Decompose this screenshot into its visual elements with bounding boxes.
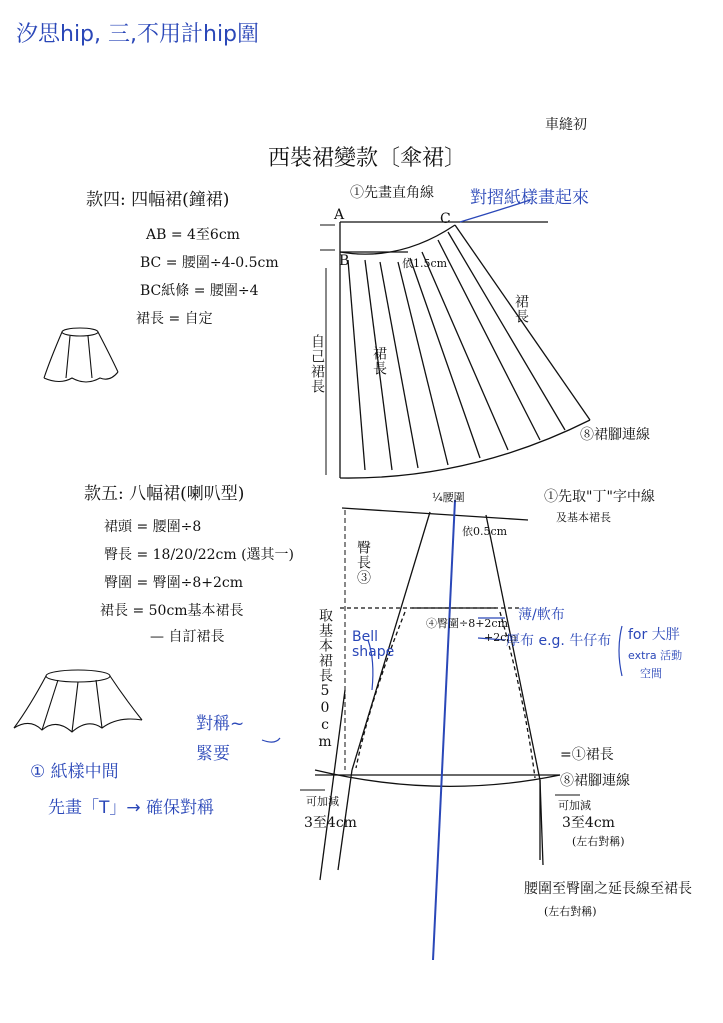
top-note: 汐思hip, 三,不用計hip圍 [16,22,260,47]
center-line [433,500,455,960]
skirt-length-right-label: 裙長 [513,294,529,324]
self-length-label: 自己裙長 [309,334,325,394]
style4-small-label: 依1.5cm [402,257,448,270]
style5-formula-5: — 自訂裙長 [150,629,225,645]
blue-center-note-2: 緊要 [196,744,230,764]
bell-skirt-diagram [320,200,590,478]
style4-formula-3: BC紙條 = 腰圍÷4 [140,283,259,299]
blue-space: 空間 [640,667,662,680]
label-a: A [334,207,345,223]
style5-formula-4: 裙長 = 50cm基本裙長 [100,603,244,619]
blue-center-note-1: 對稱~ [196,714,245,734]
style4-formula-1: AB = 4至6cm [146,227,240,243]
style4-formula-2: BC = 腰圍÷4-0.5cm [140,255,279,271]
blue-extra: extra 活動 [628,649,683,662]
bottom-blue-note-1: ① 紙樣中間 [30,762,119,782]
hip-circumference-label: ④臀圍÷8+2cm [426,617,509,630]
can-adjust-right: 可加減 [558,799,591,812]
extend-note: 腰圍至臀圍之延長線至裙長 [524,881,692,897]
blue-thick-fabric: 厚布 e.g. 牛仔布 [506,633,612,649]
hip-length-label: 臀長③ [355,540,371,585]
style5-heading: 款五: 八幅裙(喇叭型) [84,484,245,504]
waist-label: ¼腰圍 [432,491,465,504]
gap-label: +2cm [484,631,517,644]
style4-step1: ①先畫直角線 [350,185,434,201]
bottom-blue-note-2: 先畫「T」→ 確保對稱 [48,798,215,818]
right-3to4: 3至4cm [562,815,615,831]
can-adjust-left: 可加減 [306,795,339,808]
style4-formula-4: 裙長 = 自定 [136,311,213,327]
blue-thin-fabric: 薄/軟布 [518,607,565,623]
left-3to4: 3至4cm [304,815,357,831]
author-note: 車縫初 [545,117,587,133]
style5-formula-3: 臀圍 = 臀圍÷8+2cm [104,575,244,591]
style5-hem-connect: ⑧裙腳連線 [560,773,630,789]
extend-note-2: (左右對稱) [544,905,597,918]
basic-length-label: 取基本裙長50cm [317,608,333,751]
style5-formula-2: 臀長 = 18/20/22cm (選其一) [104,547,294,563]
style5-step1b: 及基本裙長 [556,511,611,524]
skirt-length-label: 裙長 [371,346,387,376]
style4-heading: 款四: 四幅裙(鐘裙) [86,190,230,210]
label-c: C [440,211,451,227]
right-symmetric-note: (左右對稱) [572,835,625,848]
bell-skirt-sketch [44,328,118,382]
page-title: 西裝裙變款〔傘裙〕 [268,146,467,171]
style4-hem-connect: ⑧裙腳連線 [580,427,650,443]
small-05-label: 依0.5cm [462,525,508,538]
style5-formula-1: 裙頭 = 腰圍÷8 [104,519,202,535]
style4-blue-note: 對摺紙樣畫起來 [470,188,589,208]
flared-skirt-sketch [14,670,142,732]
label-b: B [339,253,350,269]
bell-shape-note: Bell shape [352,629,395,661]
style5-step1: ①先取"丁"字中線 [544,489,655,505]
blue-fat: for 大胖 [628,627,680,643]
skirt-length-mark: =①裙長 [560,747,614,763]
